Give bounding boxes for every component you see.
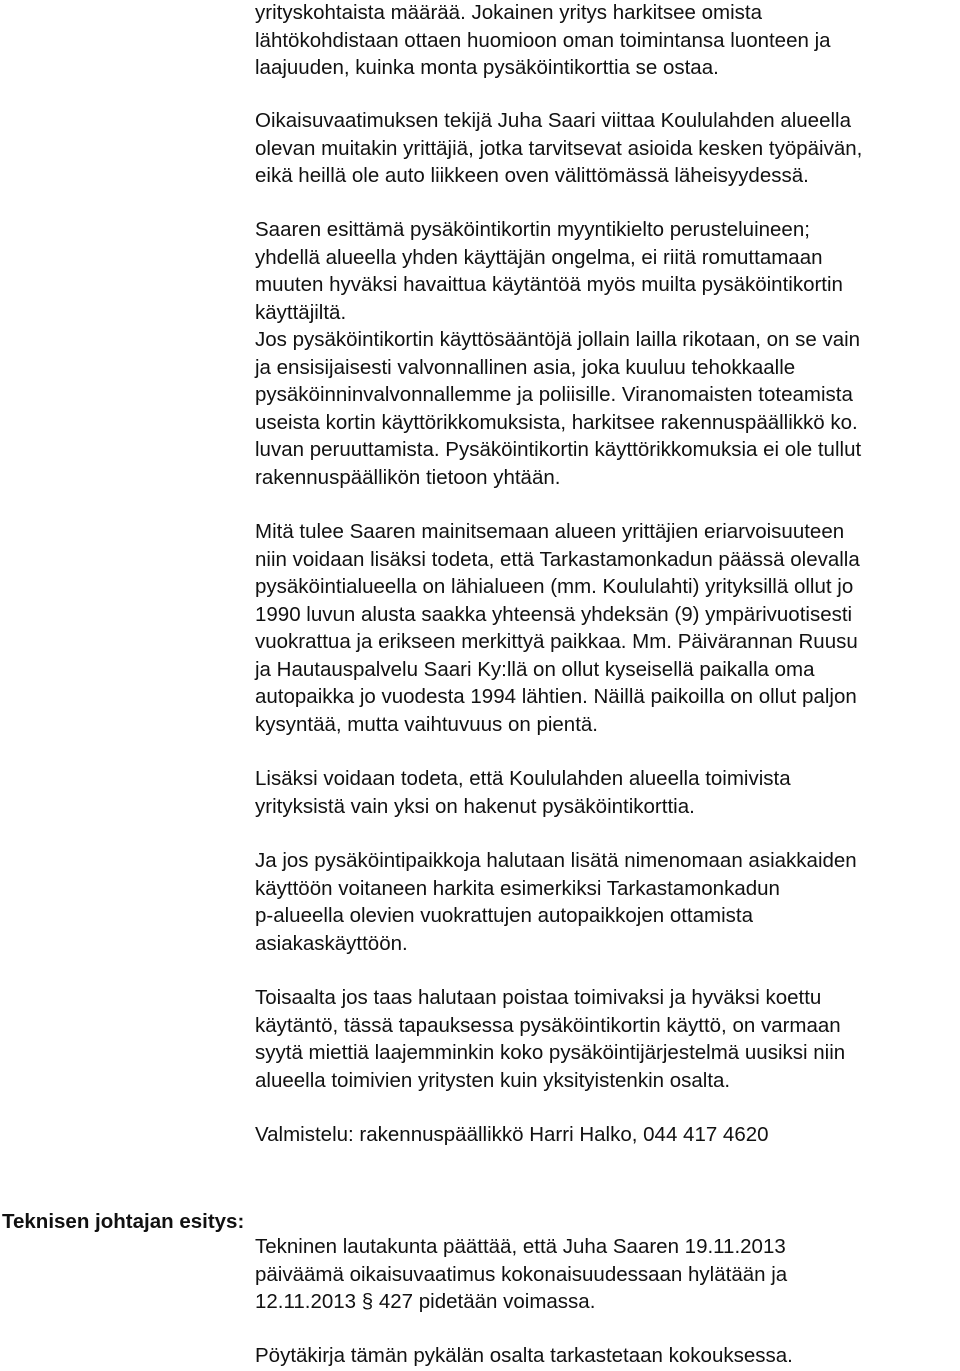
text-line: vuokrattua ja erikseen merkittyä paikkaa. Mm. Päivärannan Ruusu (255, 630, 858, 653)
text-line: käytäntö, tässä tapauksessa pysäköintikortin käyttö, on varmaan (255, 1013, 841, 1037)
text-line: yrityskohtaista määrää. Jokainen yritys harkitsee omista (255, 1, 763, 24)
text-line: syytä miettiä laajemminkin koko pysäköintijärjestelmä uusiksi niin (255, 1041, 846, 1064)
text-line: lähtökohdistaan ottaen huomioon oman toimintansa luonteen ja (255, 28, 831, 52)
paragraph-inequality (255, 518, 960, 738)
text-line: p-alueella olevien vuokrattujen autopaikkojen ottamista (255, 904, 754, 927)
text-line: rakennuspäällikön tietoon yhtään. (255, 465, 561, 489)
text-line: alueella toimivien yritysten kuin yksityistenkin osalta. (255, 1068, 731, 1092)
text-line: olevan muitakin yrittäjiä, jotka tarvitsevat asioida kesken työpäivän, (255, 136, 863, 160)
text-line: muuten hyväksi havaittua käytäntöä myös muilta pysäköintikortin (255, 273, 843, 296)
closing-text: Pöytäkirja tämän pykälän osalta tarkastetaan kokouksessa. (255, 1344, 793, 1367)
text-line: 1990 luvun alusta saakka yhteensä yhdeksän (9) ympärivuotisesti (255, 602, 853, 626)
text-line: asiakaskäyttöön. (255, 931, 408, 955)
text-line: 12.11.2013 § 427 pidetään voimassa. (255, 1290, 596, 1313)
preparer-text: Valmistelu: rakennuspäällikkö Harri Halko, 044 417 4620 (255, 1123, 769, 1146)
paragraph-alternative (255, 984, 960, 1094)
text-line: käyttäjiltä. (255, 300, 347, 324)
text-line: päiväämä oikaisuvaatimus kokonaisuudessaan hylätään ja (255, 1262, 788, 1286)
text-line: Ja jos pysäköintipaikkoja halutaan lisätä nimenomaan asiakkaiden (255, 849, 857, 872)
text-line: Lisäksi voidaan todeta, että Koululahden alueella toimivista (255, 767, 791, 790)
text-line: Jos pysäköintikortin käyttösääntöjä jollain lailla rikotaan, on se vain (255, 328, 861, 351)
text-line: luvan peruuttamista. Pysäköintikortin käyttörikkomuksia ei ole tullut (255, 438, 862, 461)
text-line: ja Hautauspalvelu Saari Ky:llä on ollut kyseisellä paikalla oma (255, 657, 815, 681)
proposal-heading: Teknisen johtajan esitys: (2, 1210, 245, 1233)
text-line: autopaikka jo vuodesta 1994 lähtien. Näillä paikoilla on ollut paljon (255, 685, 857, 708)
text-line: Mitä tulee Saaren mainitsemaan alueen yrittäjien eriarvoisuuteen (255, 520, 845, 543)
text-line: laajuuden, kuinka monta pysäköintikorttia se ostaa. (255, 56, 719, 79)
paragraph-customer-parking (255, 847, 960, 957)
text-line: yrityksistä vain yksi on hakenut pysäköintikorttia. (255, 794, 695, 818)
text-line: useista kortin käyttörikkomuksista, harkitsee rakennuspäällikkö ko. (255, 410, 858, 434)
text-line: Toisaalta jos taas halutaan poistaa toimivaksi ja hyväksi koettu (255, 986, 822, 1009)
preparer-line (255, 1121, 960, 1149)
text-line: niin voidaan lisäksi todeta, että Tarkastamonkadun päässä olevalla (255, 547, 860, 571)
paragraph-appellant-claim (255, 107, 960, 190)
text-line: Tekninen lautakunta päättää, että Juha Saaren 19.11.2013 (255, 1235, 786, 1258)
text-line: Saaren esittämä pysäköintikortin myyntikielto perusteluineen; (255, 218, 810, 241)
text-line: ja ensisijaisesti valvonnallinen asia, joka kuuluu tehokkaalle (255, 355, 796, 379)
text-line: eikä heillä ole auto liikkeen oven välittömässä läheisyydessä. (255, 164, 809, 187)
text-line: kysyntää, mutta vaihtuvuus on pientä. (255, 712, 599, 736)
text-line: Oikaisuvaatimuksen tekijä Juha Saari viittaa Koululahden alueella (255, 109, 851, 132)
paragraph-applicants (255, 765, 960, 820)
text-line: yhdellä alueella yhden käyttäjän ongelma, ei riitä romuttamaan (255, 245, 823, 269)
text-line: pysäköinninvalvonnallemme ja poliisille. Viranomaisten toteamista (255, 383, 853, 406)
paragraph-sales-ban (255, 216, 960, 491)
text-line: käyttöön voitaneen harkita esimerkiksi Tarkastamonkadun (255, 876, 780, 900)
paragraph-card-count (255, 0, 960, 82)
text-line: pysäköintialueella on lähialueen (mm. Koululahti) yrityksillä ollut jo (255, 575, 854, 598)
proposal-text (255, 1233, 960, 1316)
closing-note (255, 1342, 960, 1370)
